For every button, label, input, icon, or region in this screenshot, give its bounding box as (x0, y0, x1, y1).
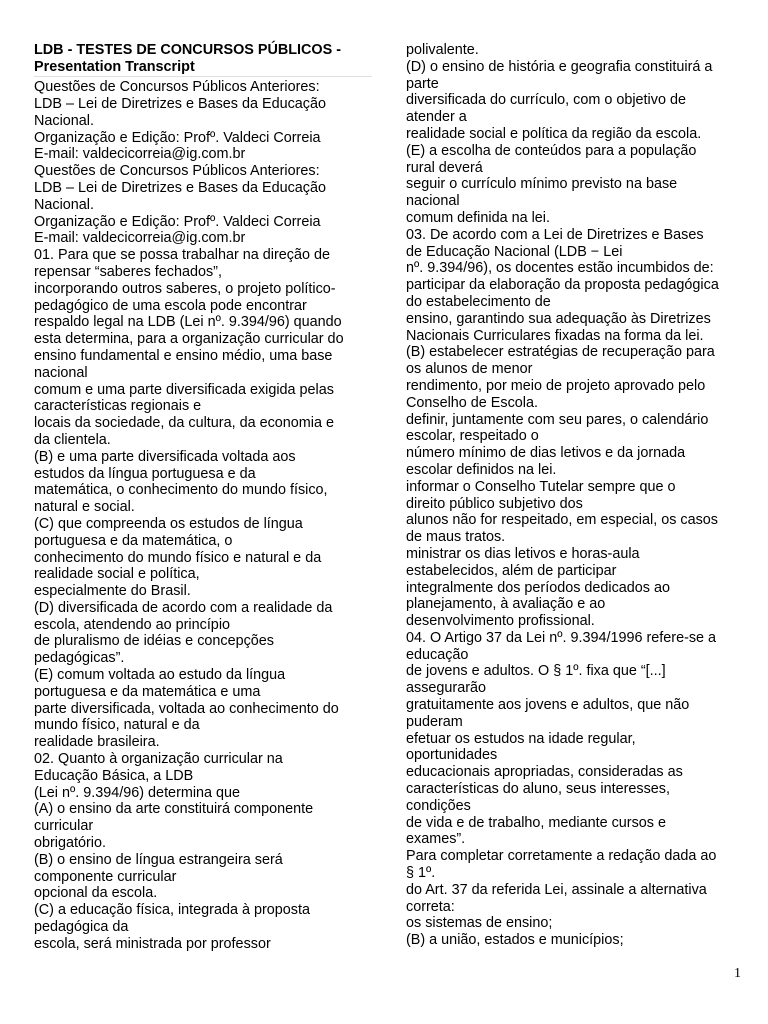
text-line: do estabelecimento de (406, 293, 551, 310)
text-line: polivalente. (406, 42, 479, 58)
text-line: (Lei nº. 9.394/96) determina que (34, 784, 241, 801)
text-line: Questões de Concursos Públicos Anteriores: (34, 163, 320, 180)
right-column (406, 42, 746, 949)
text-line: Nacional. (34, 196, 94, 213)
text-line: pedagógica da (34, 919, 129, 936)
text-line: efetuar os estudos na idade regular, (406, 730, 636, 747)
left-column-text (34, 79, 374, 952)
right-column-text (406, 42, 746, 949)
text-line: portuguesa e da matemática e uma (34, 683, 261, 700)
text-line: E-mail: valdecicorreia@ig.com.br (34, 230, 246, 247)
text-line: características do aluno, seus interesses, (406, 781, 670, 798)
text-line: (B) e uma parte diversificada voltada aos (34, 448, 296, 465)
title-line-1: LDB - TESTES DE CONCURSOS PÚBLICOS - (34, 42, 342, 58)
text-line: E-mail: valdecicorreia@ig.com.br (34, 146, 246, 163)
text-line: participar da elaboração da proposta pedagógica (406, 277, 719, 294)
text-line: exames”. (406, 831, 466, 848)
text-line: (B) a união, estados e municípios; (406, 932, 624, 949)
text-line: (C) a educação física, integrada à proposta (34, 902, 310, 919)
text-line: Para completar corretamente a redação dada ao (406, 848, 717, 865)
text-line: de vida e de trabalho, mediante cursos e (406, 814, 666, 831)
text-line: pedagógico de uma escola pode encontrar (34, 297, 307, 314)
text-line: 03. De acordo com a Lei de Diretrizes e Bases (406, 226, 704, 243)
text-line: Organização e Edição: Profº. Valdeci Correia (34, 213, 321, 230)
text-line: rural deverá (406, 159, 483, 176)
text-line: os alunos de menor (406, 361, 533, 378)
text-line: de pluralismo de idéias e concepções (34, 633, 274, 650)
text-line: Questões de Concursos Públicos Anteriores: (34, 79, 320, 96)
text-line: os sistemas de ensino; (406, 915, 553, 932)
text-line: condições (406, 797, 471, 814)
text-line: diversificada do currículo, com o objetivo de (406, 92, 686, 109)
text-line: educação (406, 646, 469, 663)
text-line: matemática, o conhecimento do mundo físico, (34, 482, 328, 499)
text-line: definir, juntamente com seu pares, o calendário (406, 411, 709, 428)
page-number: 1 (734, 966, 741, 981)
text-line: (E) a escolha de conteúdos para a população (406, 142, 697, 159)
text-line: Nacional. (34, 112, 94, 129)
text-line: ensino fundamental e ensino médio, uma base (34, 347, 333, 364)
text-line: LDB – Lei de Diretrizes e Bases da Educação (34, 95, 326, 112)
text-line: escolar definidos na lei. (406, 461, 557, 478)
text-line: ensino, garantindo sua adequação às Diretrizes (406, 310, 711, 327)
text-line: seguir o currículo mínimo previsto na base (406, 176, 678, 193)
text-line: obrigatório. (34, 835, 106, 852)
text-line: § 1º. (406, 865, 436, 882)
text-line: curricular (34, 818, 94, 835)
text-line: componente curricular (34, 868, 177, 885)
text-line: integralmente dos períodos dedicados ao (406, 579, 671, 596)
text-line: (B) o ensino de língua estrangeira será (34, 851, 283, 868)
text-line: locais da sociedade, da cultura, da economia e (34, 415, 334, 432)
text-line: nacional (34, 364, 88, 381)
text-line: estudos da língua portuguesa e da (34, 465, 256, 482)
text-line: escolar, respeitado o (406, 428, 539, 445)
text-line: assegurarão (406, 680, 486, 697)
text-line: Nacionais Curriculares fixadas na forma da lei. (406, 327, 704, 344)
text-line: portuguesa e da matemática, o (34, 532, 233, 549)
text-line: características regionais e (34, 398, 202, 415)
text-line: comum definida na lei. (406, 209, 550, 226)
text-line: realidade brasileira. (34, 734, 160, 751)
text-line: natural e social. (34, 499, 135, 516)
text-line: realidade social e política, (34, 566, 200, 583)
text-line: Educação Básica, a LDB (34, 767, 194, 784)
text-line: Organização e Edição: Profº. Valdeci Correia (34, 129, 321, 146)
text-line: especialmente do Brasil. (34, 583, 191, 600)
text-line: informar o Conselho Tutelar sempre que o (406, 478, 676, 495)
text-line: da clientela. (34, 431, 111, 448)
text-line: puderam (406, 713, 463, 730)
text-line: incorporando outros saberes, o projeto político- (34, 280, 336, 297)
left-column (34, 42, 374, 953)
text-line: (B) estabelecer estratégias de recuperação para (406, 344, 715, 361)
text-line: planejamento, à avaliação e ao (406, 596, 606, 613)
text-line: desenvolvimento profissional. (406, 613, 595, 630)
text-line: repensar “saberes fechados”, (34, 263, 222, 280)
title-line-2: Presentation Transcript (34, 58, 195, 75)
text-line: nacional (406, 193, 460, 210)
text-line: conhecimento do mundo físico e natural e da (34, 549, 322, 566)
text-line: nº. 9.394/96), os docentes estão incumbidos de: (406, 260, 714, 277)
text-line: Conselho de Escola. (406, 394, 538, 411)
text-line: (D) o ensino de história e geografia constituirá a (406, 58, 713, 75)
text-line: número mínimo de dias letivos e da jornada (406, 445, 686, 462)
text-line: parte diversificada, voltada ao conhecimento do (34, 700, 339, 717)
text-line: rendimento, por meio de projeto aprovado pelo (406, 377, 706, 394)
text-line: oportunidades (406, 747, 498, 764)
text-line: (C) que compreenda os estudos de língua (34, 515, 303, 532)
text-line: (E) comum voltada ao estudo da língua (34, 667, 286, 684)
text-line: LDB – Lei de Diretrizes e Bases da Educação (34, 179, 326, 196)
text-line: ministrar os dias letivos e horas-aula (406, 545, 640, 562)
text-line: direito público subjetivo dos (406, 495, 583, 512)
text-line: educacionais apropriadas, consideradas as (406, 764, 683, 781)
text-line: comum e uma parte diversificada exigida pelas (34, 381, 334, 398)
text-line: 01. Para que se possa trabalhar na direção de (34, 247, 331, 264)
text-line: (A) o ensino da arte constituirá componente (34, 801, 314, 818)
text-line: esta determina, para a organização curricular do (34, 331, 344, 348)
text-line: do Art. 37 da referida Lei, assinale a alternativa (406, 881, 707, 898)
text-line: de maus tratos. (406, 529, 506, 546)
text-line: mundo físico, natural e da (34, 717, 200, 734)
text-line: alunos não for respeitado, em especial, os casos (406, 512, 718, 529)
text-line: (D) diversificada de acordo com a realidade da (34, 599, 333, 616)
title-divider (34, 76, 372, 77)
text-line: respaldo legal na LDB (Lei nº. 9.394/96) quando (34, 314, 342, 331)
text-line: parte (406, 75, 439, 92)
text-line: de jovens e adultos. O § 1º. fixa que “[...] (406, 663, 666, 680)
text-line: escola, atendendo ao princípio (34, 616, 231, 633)
text-line: opcional da escola. (34, 885, 158, 902)
text-line: escola, será ministrada por professor (34, 935, 271, 952)
text-line: de Educação Nacional (LDB − Lei (406, 243, 623, 260)
text-line: 04. O Artigo 37 da Lei nº. 9.394/1996 refere-se a (406, 629, 717, 646)
text-line: correta: (406, 898, 455, 915)
text-line: pedagógicas”. (34, 650, 125, 667)
text-line: atender a (406, 109, 467, 126)
text-line: 02. Quanto à organização curricular na (34, 751, 283, 768)
text-line: gratuitamente aos jovens e adultos, que não (406, 697, 690, 714)
document-title (34, 42, 374, 75)
text-line: realidade social e política da região da escola. (406, 125, 702, 142)
text-line: estabelecidos, além de participar (406, 562, 617, 579)
